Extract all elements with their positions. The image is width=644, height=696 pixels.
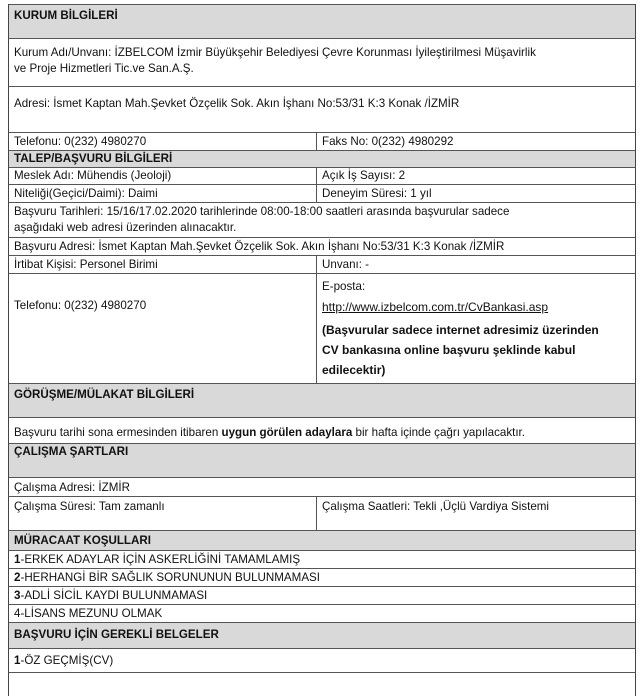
- talep-tarih-row: [8, 202, 636, 237]
- muracaat-item: [8, 550, 636, 568]
- kurum-address: Adresi: İsmet Kaptan Mah.Şevket Özçelik Sok. Akın İşhanı No:53/31 K:3 Konak /İZMİR: [14, 97, 460, 110]
- irtibat-kisisi: İrtibat Kişisi: Personel Birimi: [14, 258, 158, 271]
- muracaat-item: [8, 568, 636, 586]
- talep-contact-row: [8, 273, 636, 383]
- muracaat-item-text: 4-LİSANS MEZUNU OLMAK: [14, 607, 163, 620]
- eposta-label: E-posta:: [322, 280, 366, 293]
- unvani: Unvanı: -: [322, 258, 370, 271]
- calisma-suresi: Çalışma Süresi: Tam zamanlı: [14, 500, 165, 513]
- acik-is-sayisi: Açık İş Sayısı: 2: [322, 169, 406, 182]
- kurum-fax-cell: [316, 133, 635, 150]
- kurum-phone-row: [8, 132, 636, 150]
- muracaat-item-text: -ADLİ SİCİL KAYDI BULUNMAMASI: [20, 589, 208, 602]
- kurum-header: [8, 4, 636, 38]
- gorusme-text: Başvuru tarihi sona ermesinden itibaren uygun görülen adaylara bir hafta içinde çağrı yapılacaktır.: [14, 426, 526, 439]
- acik-is-cell: [316, 168, 635, 184]
- note-line3: edilecektir): [322, 363, 386, 377]
- calisma-adresi: Çalışma Adresi: İZMİR: [14, 481, 130, 494]
- belgeler-item-num: 1: [14, 654, 21, 667]
- deneyim-suresi: Deneyim Süresi: 1 yıl: [322, 187, 432, 200]
- talep-header-title: TALEP/BAŞVURU BİLGİLERİ: [14, 152, 173, 165]
- talep-telefon: Telefonu: 0(232) 4980270: [14, 299, 147, 312]
- muracaat-item: [8, 604, 636, 622]
- talep-irtibat-row: [8, 255, 636, 273]
- calisma-saatleri-cell: [316, 497, 635, 530]
- kurum-header-title: KURUM BİLGİLERİ: [14, 9, 118, 22]
- gorusme-header: [8, 383, 636, 417]
- unvani-cell: [316, 256, 635, 273]
- muracaat-item-text: -ERKEK ADAYLAR İÇİN ASKERLİĞİNİ TAMAMLAMIŞ: [20, 553, 301, 566]
- basvuru-adresi: Başvuru Adresi: İsmet Kaptan Mah.Şevket Özçelik Sok. Akın İşhanı No:53/31 K:3 Konak /İZMİR: [14, 240, 505, 253]
- cv-bankasi-link[interactable]: http://www.izbelcom.com.tr/CvBankasi.asp: [322, 300, 549, 314]
- gorusme-header-title: GÖRÜŞME/MÜLAKAT BİLGİLERİ: [14, 388, 195, 401]
- muracaat-item-text: -HERHANGİ BİR SAĞLIK SORUNUNUN BULUNMAMASI: [20, 571, 320, 584]
- belgeler-header-title: BAŞVURU İÇİN GEREKLİ BELGELER: [14, 628, 219, 641]
- talep-adres-row: [8, 237, 636, 255]
- basvuru-tarihleri-line1: Başvuru Tarihleri: 15/16/17.02.2020 tarihlerinde 08:00-18:00 saatleri arasında başvurular sadece: [14, 205, 510, 218]
- muracaat-item-num: 2: [14, 571, 21, 584]
- kurum-phone: Telefonu: 0(232) 4980270: [14, 135, 147, 148]
- calisma-sure-row: [8, 496, 636, 530]
- calisma-header-title: ÇALIŞMA ŞARTLARI: [14, 445, 129, 458]
- note-line2: CV bankasına online başvuru şeklinde kabul: [322, 343, 576, 357]
- muracaat-item-num: 3: [14, 589, 21, 602]
- gorusme-text-row: [8, 417, 636, 443]
- muracaat-item: [8, 586, 636, 604]
- muracaat-item-num: 1: [14, 553, 21, 566]
- meslek-adi: Meslek Adı: Mühendis (Jeoloji): [14, 169, 172, 182]
- talep-meslek-row: [8, 167, 636, 184]
- eposta-cell: [316, 274, 635, 383]
- calisma-saatleri: Çalışma Saatleri: Tekli ,Üçlü Vardiya Sistemi: [322, 500, 550, 513]
- kurum-name-row: [8, 38, 636, 86]
- belgeler-empty-row: [8, 672, 636, 696]
- calisma-adres-row: [8, 477, 636, 496]
- talep-nitelik-row: [8, 184, 636, 202]
- belgeler-header: [8, 622, 636, 648]
- belgeler-item: [8, 648, 636, 672]
- calisma-header: [8, 443, 636, 477]
- basvuru-tarihleri-line2: aşağıdaki web adresi üzerinden alınacaktır.: [14, 221, 237, 234]
- kurum-name-line1: Kurum Adı/Unvanı: İZBELCOM İzmir Büyükşehir Belediyesi Çevre Korunması İyileştirilmesi Müşavirlik: [14, 46, 536, 59]
- talep-header: [8, 150, 636, 167]
- muracaat-header: [8, 530, 636, 550]
- kurum-fax: Faks No: 0(232) 4980292: [322, 135, 454, 148]
- note-line1: (Başvurular sadece internet adresimiz üzerinden: [322, 323, 599, 337]
- kurum-address-row: [8, 86, 636, 132]
- deneyim-cell: [316, 185, 635, 202]
- gorusme-text-bold: uygun görülen adaylara: [221, 426, 353, 439]
- niteligi: Niteliği(Geçici/Daimi): Daimi: [14, 187, 158, 200]
- belgeler-item-text: -ÖZ GEÇMİŞ(CV): [20, 654, 114, 667]
- muracaat-header-title: MÜRACAAT KOŞULLARI: [14, 534, 151, 547]
- kurum-name-line2: ve Proje Hizmetleri Tic.ve San.A.Ş.: [14, 62, 194, 75]
